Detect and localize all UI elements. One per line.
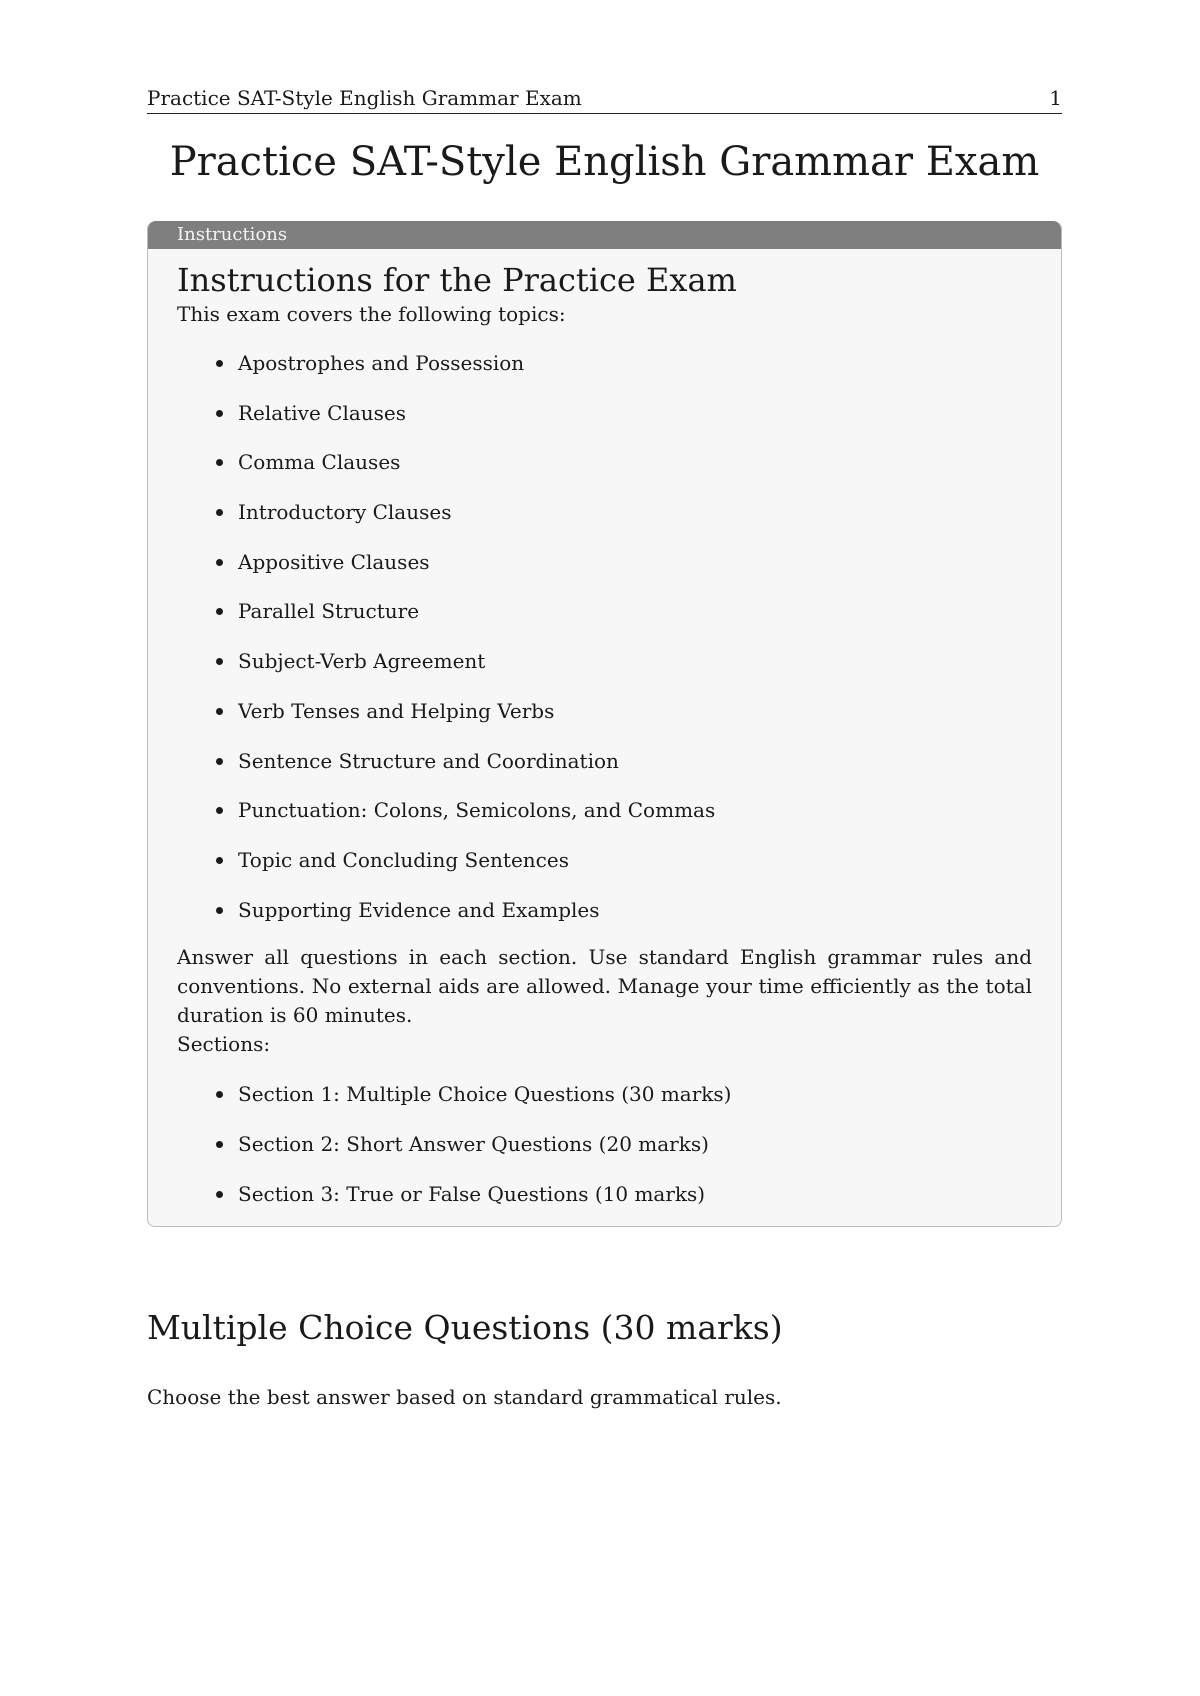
instructions-paragraph-block: [177, 943, 1032, 1059]
topic-item: Verb Tenses and Helping Verbs: [177, 697, 1032, 747]
instructions-box: [147, 221, 1062, 1227]
running-title: Practice SAT-Style English Grammar Exam: [147, 86, 582, 110]
page-number: 1: [1049, 86, 1062, 110]
section-item: Section 1: Multiple Choice Questions (30 marks): [177, 1080, 1032, 1130]
instructions-intro: This exam covers the following topics:: [177, 302, 566, 326]
section-description: Choose the best answer based on standard grammatical rules.: [147, 1385, 782, 1409]
section-heading: Multiple Choice Questions (30 marks): [147, 1308, 783, 1347]
sections-label: Sections:: [177, 1032, 271, 1057]
topic-item: Topic and Concluding Sentences: [177, 846, 1032, 896]
section-item: Section 2: Short Answer Questions (20 marks): [177, 1130, 1032, 1180]
section-item: Section 3: True or False Questions (10 marks): [177, 1180, 1032, 1227]
topic-item: Sentence Structure and Coordination: [177, 747, 1032, 797]
topic-list: [177, 349, 1032, 945]
topic-item: Introductory Clauses: [177, 498, 1032, 548]
instructions-paragraph: Answer all questions in each section. Use standard English grammar rules and conventions. No external aids are allowed. Manage your time efficiently as the total duration is 60 minutes.: [177, 945, 1032, 1028]
document-title: Practice SAT-Style English Grammar Exam: [169, 139, 1040, 185]
topic-item: Comma Clauses: [177, 448, 1032, 498]
instructions-box-body: [148, 260, 1061, 1227]
topic-item: Subject-Verb Agreement: [177, 647, 1032, 697]
topic-item: Apostrophes and Possession: [177, 349, 1032, 399]
topic-item: Supporting Evidence and Examples: [177, 896, 1032, 946]
running-header: [147, 84, 1062, 114]
topic-item: Appositive Clauses: [177, 548, 1032, 598]
topic-item: Punctuation: Colons, Semicolons, and Commas: [177, 796, 1032, 846]
instructions-heading: Instructions for the Practice Exam: [177, 261, 737, 299]
topic-item: Parallel Structure: [177, 597, 1032, 647]
instructions-box-title-bar: Instructions: [148, 221, 1061, 249]
topic-item: Relative Clauses: [177, 399, 1032, 449]
section-list: [177, 1080, 1032, 1227]
